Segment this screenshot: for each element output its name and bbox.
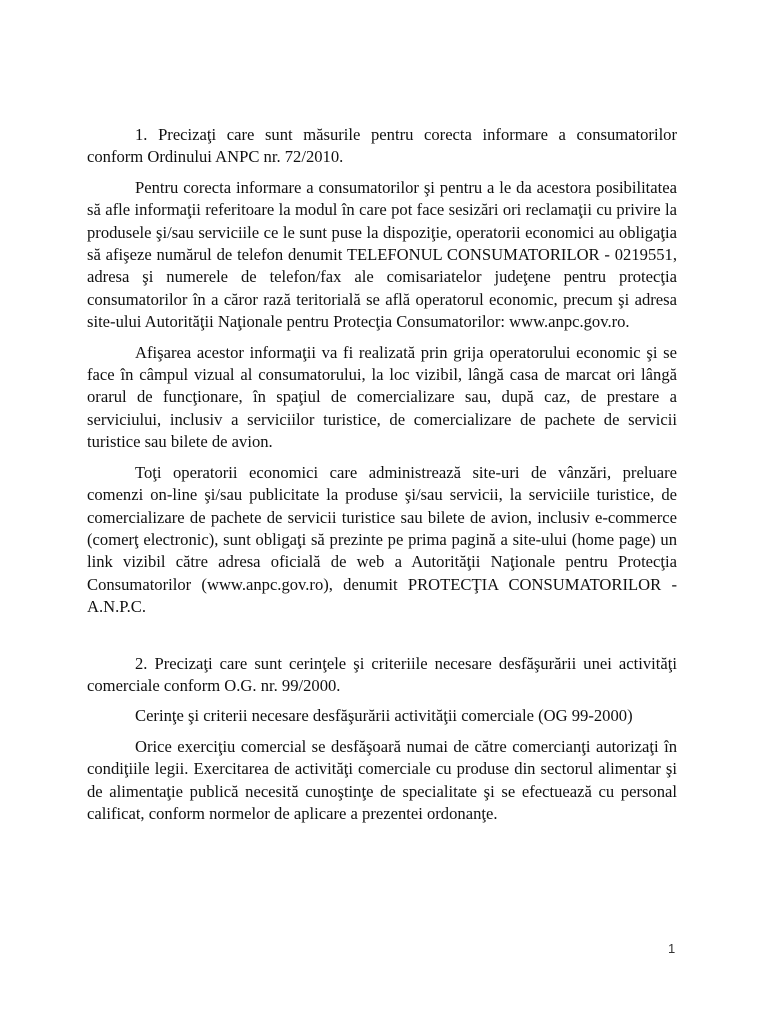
- paragraph-consumer-information: Pentru corecta informare a consumatorilor şi pentru a le da acestora posibilitatea să afle informaţii referitoare la modul în care pot face sesizări ori reclamaţii cu privire la produsele şi/sau serviciile ce le sunt puse la dispoziţie, operatorii economici au obligaţia să afişeze numărul de telefon denumit TELEFONUL CONSUMATORILOR - 0219551, adresa şi numerele de telefon/fax ale comisariatelor judeţene pentru protecţia consumatorilor în a căror rază teritorială se află operatorul economic, precum şi adresa site-ului Autorităţii Naţionale pentru Protecţia Consumatorilor: www.anpc.gov.ro.: [87, 177, 677, 332]
- page-number: 1: [668, 941, 676, 956]
- paragraph-requirements-title: Cerinţe şi criterii necesare desfăşurării activităţii comerciale (OG 99-2000): [135, 706, 633, 726]
- paragraph-online-operators: Toţi operatorii economici care administrează site-uri de vânzări, preluare comenzi on-line şi/sau publicitate la produse şi/sau servicii, la serviciile turistice, de comercializare de pachete de servicii turistice sau bilete de avion, inclusiv e-commerce (comerţ electronic), sunt obligaţi să prezinte pe prima pagină a site-ului (home page) un link vizibil către adresa oficială de web a Autorităţii Naţionale pentru Protecţia Consumatorilor (www.anpc.gov.ro), denumit PROTECŢIA CONSUMATORILOR - A.N.P.C.: [87, 462, 677, 617]
- paragraph-commercial-activity: Orice exerciţiu comercial se desfăşoară numai de către comercianţi autorizaţi în condiţiile legii. Exercitarea de activităţi comerciale cu produse din sectorul alimentar şi de alimentaţie publică necesită cunoştinţe de specialitate şi se efectuează cu personal calificat, conform normelor de aplicare a prezentei ordonanţe.: [87, 736, 677, 823]
- question-2-heading: 2. Precizaţi care sunt cerinţele şi criteriile necesare desfăşurării unei activităţi comerciale conform O.G. nr. 99/2000.: [87, 653, 677, 695]
- paragraph-information-display: Afişarea acestor informaţii va fi realizată prin grija operatorului economic şi se face în câmpul vizual al consumatorului, la loc vizibil, lângă casa de marcat ori lângă orarul de funcţionare, în spaţiul de comercializare sau, după caz, de prestare a serviciului, inclusiv a serviciilor turistice, de comercializare de pachete de servicii turistice sau bilete de avion.: [87, 342, 677, 452]
- document-body: [87, 124, 677, 825]
- question-1-heading: 1. Precizaţi care sunt măsurile pentru corecta informare a consumatorilor conform Ordinului ANPC nr. 72/2010.: [87, 125, 677, 167]
